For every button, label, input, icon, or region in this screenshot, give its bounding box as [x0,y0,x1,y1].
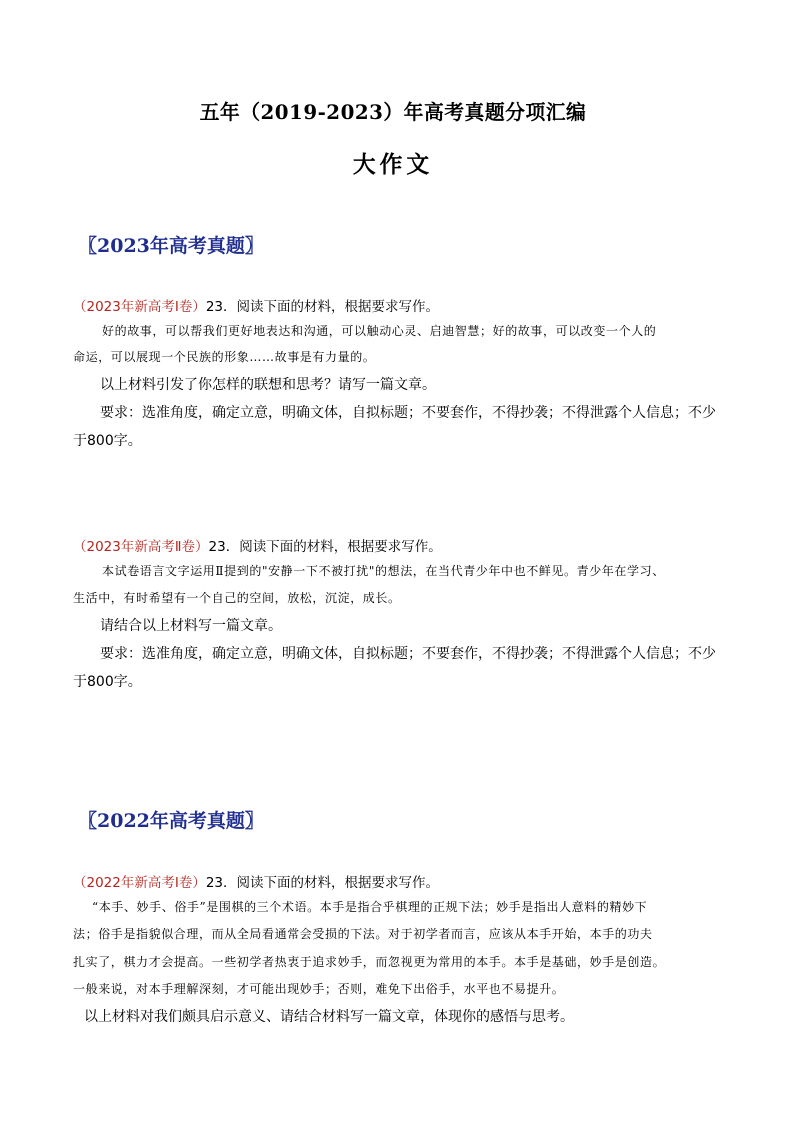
material-line: 法；俗手是指貌似合理，而从全局看通常会受损的下法。对于初学者而言，应该从本手开始，本手的功夫 [73,927,653,941]
section-header-2023: 〖2023年高考真题〗 [78,235,264,257]
question-source: （2023年新高考Ⅱ卷） [73,539,209,555]
document-title: 五年（2019-2023）年高考真题分项汇编 [199,100,587,124]
question-source: （2023年新高考Ⅰ卷） [73,299,206,315]
material-line: 生活中，有时希望有一个自己的空间，放松，沉淀，成长。 [73,591,401,605]
material-line: 扎实了，棋力才会提高。一些初学者热衷于追求妙手，而忽视更为常用的本手。本手是基础，妙手是创造。 [73,955,666,969]
material-line: 好的故事，可以帮我们更好地表达和沟通，可以触动心灵、启迪智慧；好的故事，可以改变一个人的 [102,324,657,338]
document-subtitle: 大作文 [352,151,434,178]
question-prompt: 23．阅读下面的材料，根据要求写作。 [205,299,440,315]
question-heading [73,295,439,315]
section-header-2022: 〖2022年高考真题〗 [78,810,264,832]
question-heading [73,535,442,555]
material-line: “本手、妙手、俗手”是围棋的三个术语。本手是指合乎棋理的正规下法；妙手是指出人意料的精妙下 [92,900,648,914]
requirement-text: 于800字。 [73,674,142,690]
task-text: 以上材料引发了你怎样的联想和思考？请写一篇文章。 [100,377,436,393]
question-source: （2022年新高考Ⅰ卷） [73,875,206,891]
requirement-text: 于800字。 [73,433,142,449]
question-heading [73,871,439,891]
material-line: 本试卷语言文字运用Ⅱ提到的"安静一下不被打扰"的想法，在当代青少年中也不鲜见。青少年在学习、 [102,564,665,578]
requirement-text: 要求：选准角度，确定立意，明确文体，自拟标题；不要套作，不得抄袭；不得泄露个人信息；不少 [100,646,716,662]
material-line: 一般来说，对本手理解深刻，才可能出现妙手；否则，难免下出俗手，水平也不易提升。 [73,982,565,996]
question-prompt: 23．阅读下面的材料，根据要求写作。 [208,539,442,555]
task-text: 以上材料对我们颇具启示意义、请结合材料写一篇文章，体现你的感悟与思考。 [84,1009,574,1025]
material-line: 命运，可以展现一个民族的形象……故事是有力量的。 [73,350,376,364]
question-prompt: 23．阅读下面的材料，根据要求写作。 [205,875,440,891]
task-text: 请结合以上材料写一篇文章。 [100,618,282,634]
requirement-text: 要求：选准角度，确定立意，明确文体，自拟标题；不要套作，不得抄袭；不得泄露个人信息；不少 [100,405,716,421]
